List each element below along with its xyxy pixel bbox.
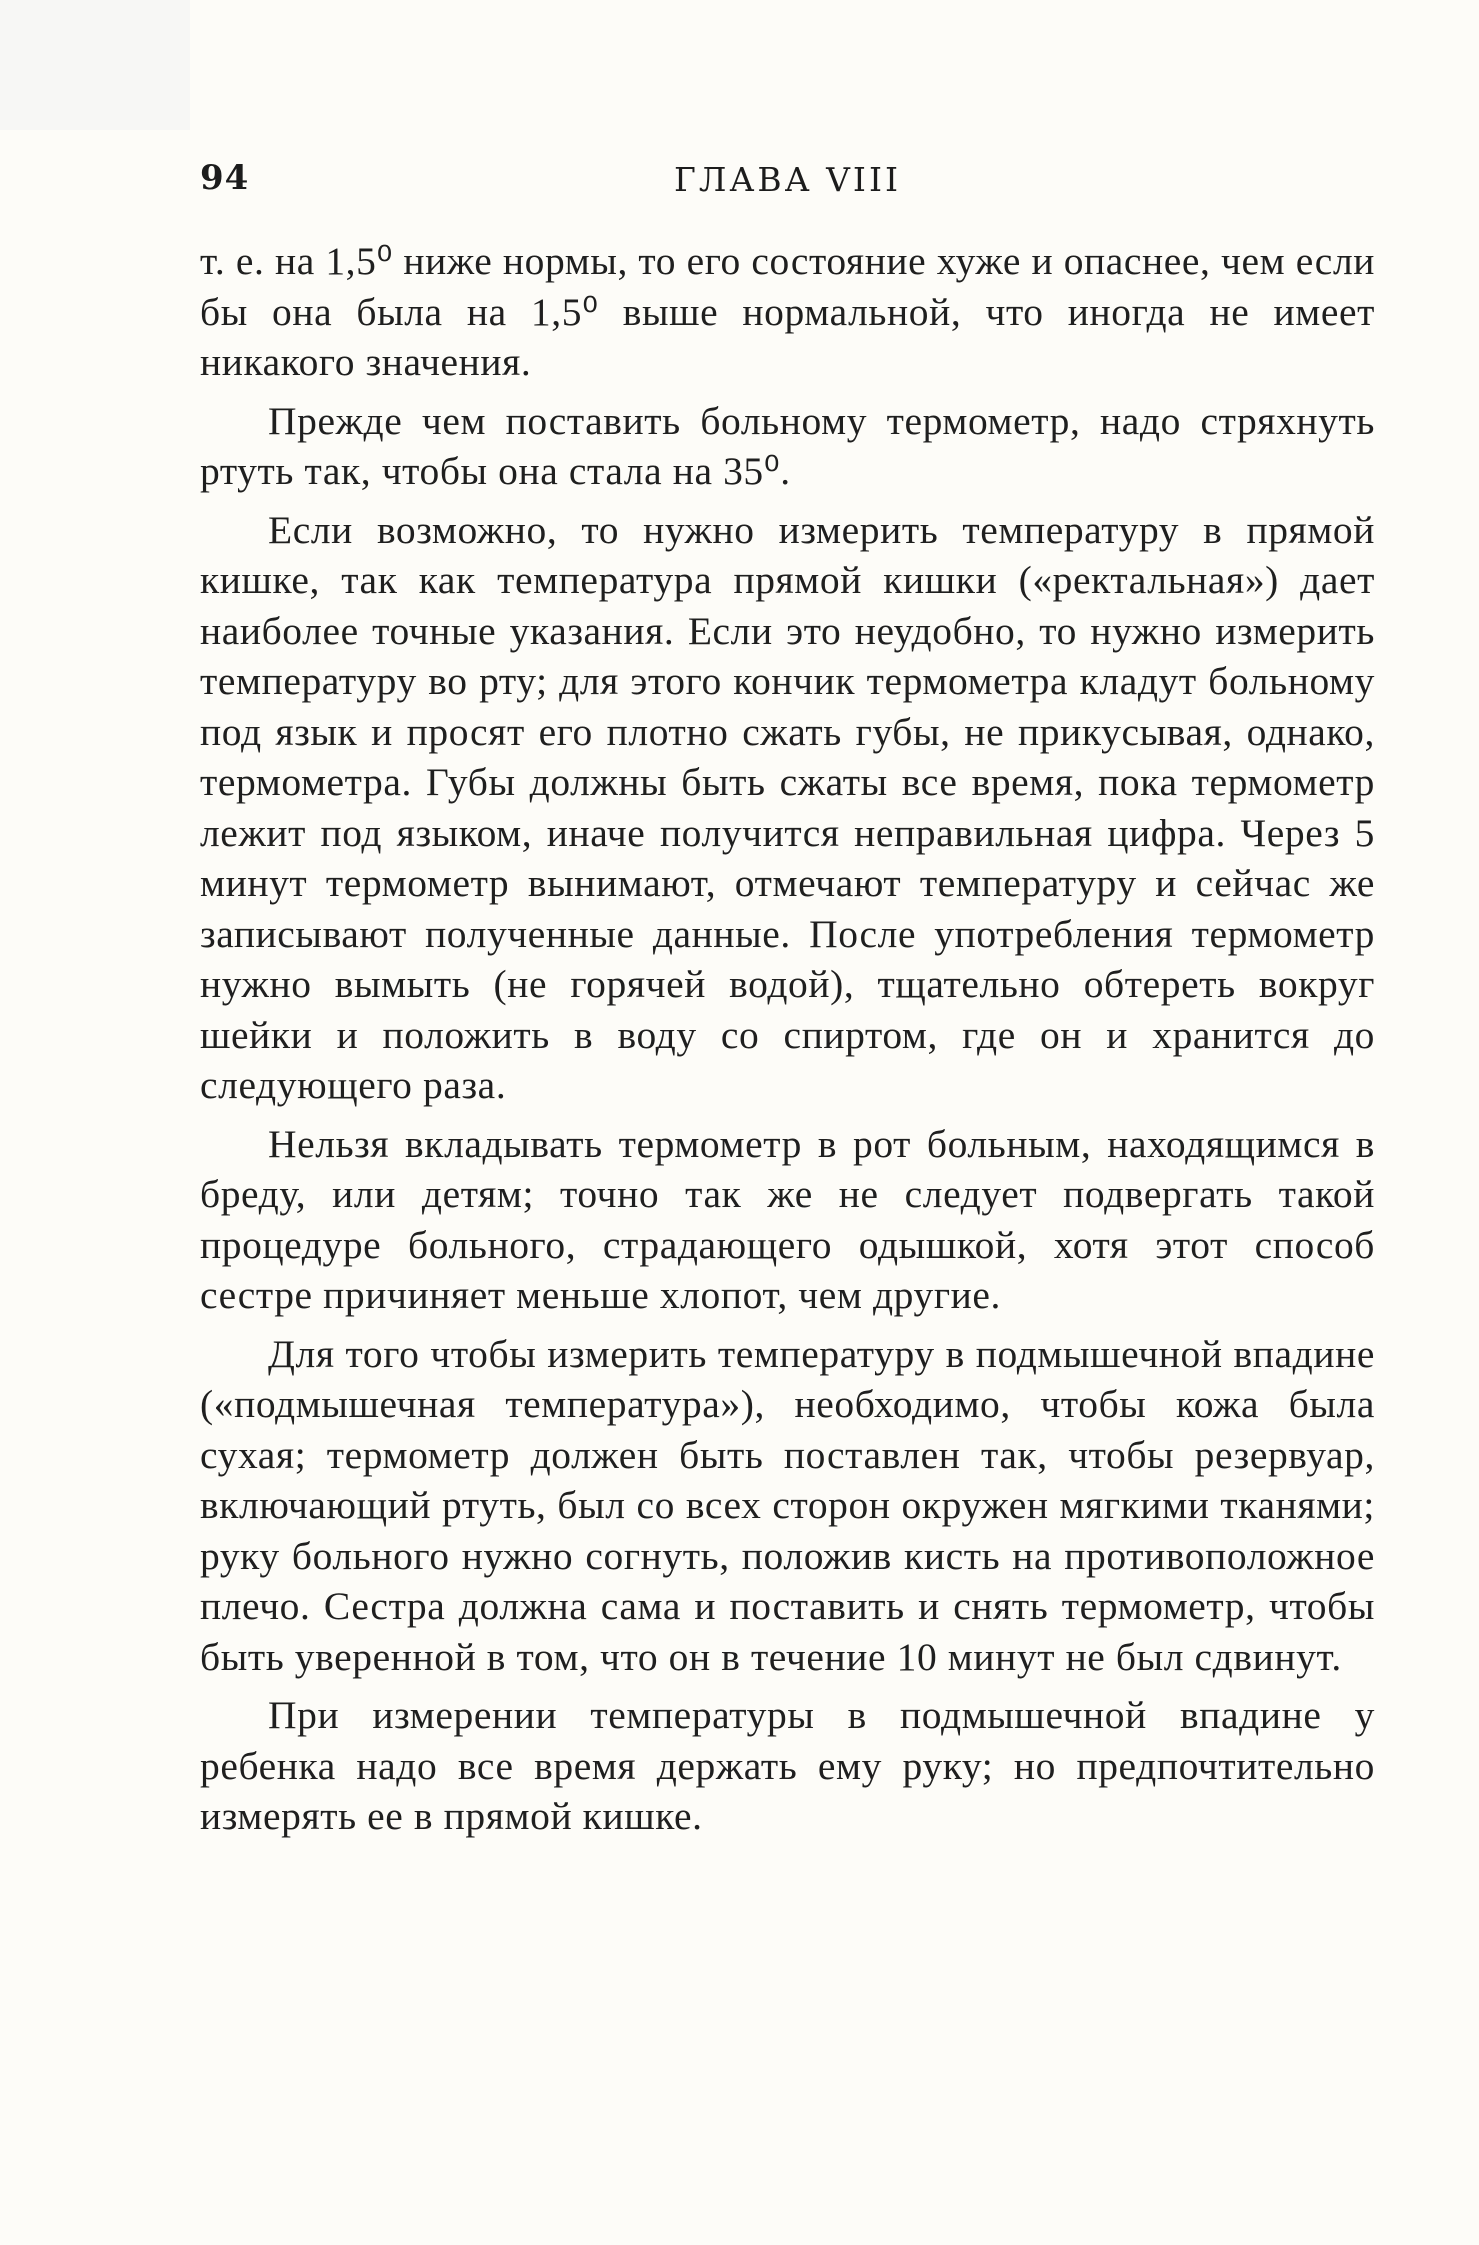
paragraph-continuation: т. е. на 1,5⁰ ниже нормы, то его состояние хуже и опаснее, чем если бы она была на 1,5⁰ выше нормальной, что иногда не имеет никакого значения. [200,239,1375,384]
paragraph: Для того чтобы измерить температуру в подмышечной впадине («подмышечная температура»), необходимо, чтобы кожа была сухая; термометр должен быть поставлен так, чтобы резервуар, включающий ртуть, был со всех сторон окружен мягкими тканями; руку больного нужно согнуть, положив кисть на противоположное плечо. Сестра должна сама и поставить и снять термометр, чтобы быть уверенной в том, что он в течение 10 минут не был сдвинут. [200,1331,1375,1679]
paragraph: При измерении температуры в подмышечной впадине у ребенка надо все время держать ему руку; но предпочтительно измерять ее в прямой кишке. [200,1693,1375,1838]
page-header [200,158,1375,208]
body-text [200,236,1375,1850]
paragraph: Прежде чем поставить больному термометр, надо стряхнуть ртуть так, чтобы она стала на 35⁰. [200,398,1375,493]
paragraph: Если возможно, то нужно измерить температуру в прямой кишке, так как температура прямой кишки («ректальная») дает наиболее точные указания. Если это неудобно, то нужно измерить температуру во рту; для этого кончик термометра кладут больному под язык и просят его плотно сжать губы, не прикусывая, однако, термометра. Губы должны быть сжаты все время, пока термометр лежит под языком, иначе получится неправильная цифра. Через 5 минут термометр вынимают, отмечают температуру и сейчас же записывают полученные данные. После употребления термометр нужно вымыть (не горячей водой), тщательно обтереть вокруг шейки и положить в воду со спиртом, где он и хранится до следующего раза. [200,507,1375,1107]
paragraph: Нельзя вкладывать термометр в рот больным, находящимся в бреду, или детям; точно так же не следует подвергать такой процедуре больного, страдающего одышкой, хотя этот способ сестре причиняет меньше хлопот, чем другие. [200,1121,1375,1317]
page-number: 94 [200,158,250,198]
scan-margin-shade [0,0,190,130]
chapter-running-head: ГЛАВА VIII [673,160,902,199]
